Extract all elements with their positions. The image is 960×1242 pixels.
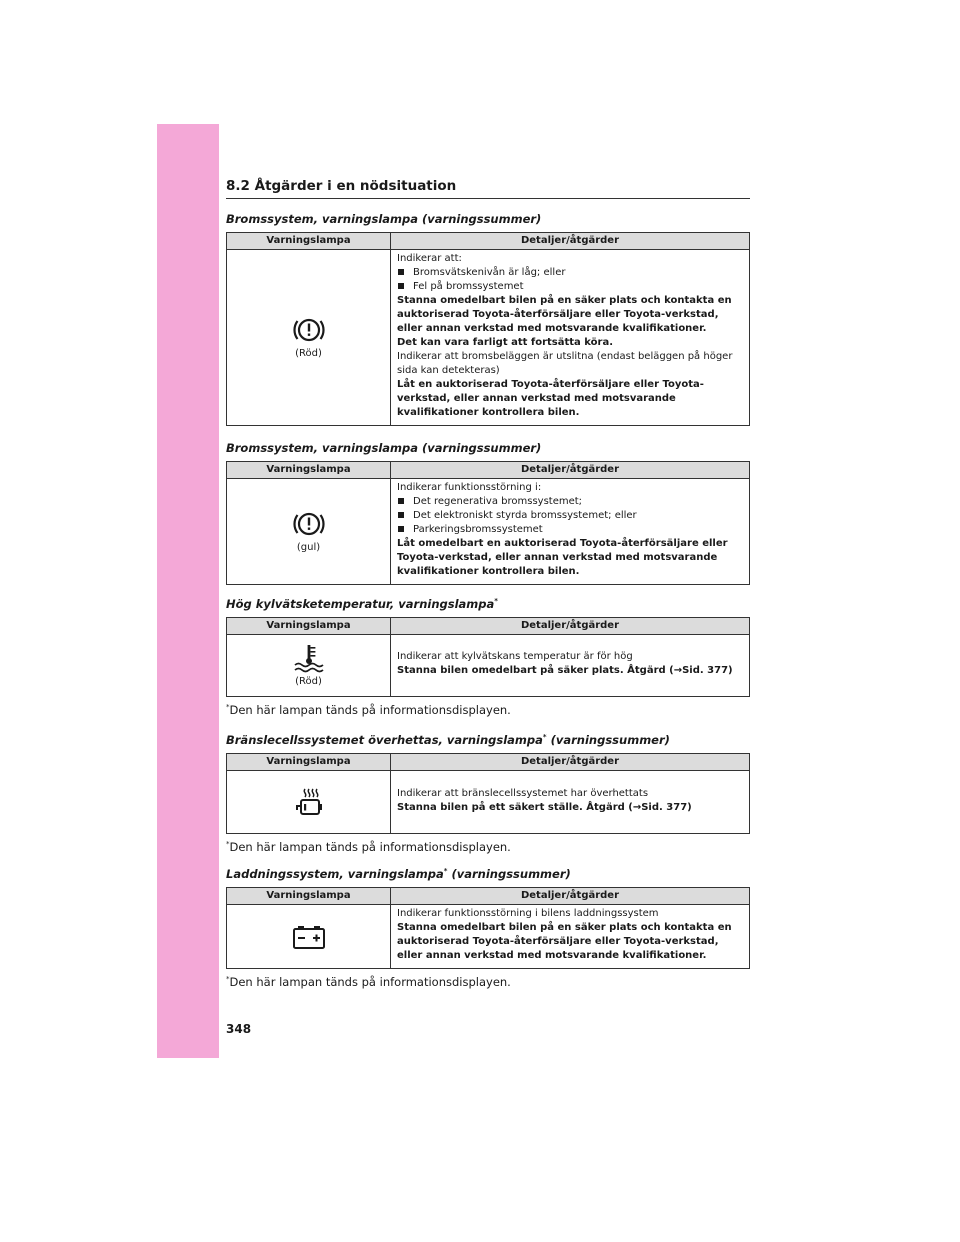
block-title: Bromssystem, varningslampa (varningssummer) (226, 441, 542, 455)
lamp-column-header: Varningslampa (227, 233, 391, 250)
block-title: Laddningssystem, varningslampa* (varningssummer) (226, 867, 571, 881)
coolant-temperature-block (226, 597, 750, 717)
detail-text: Indikerar att kylvätskans temperatur är för hög (397, 651, 633, 662)
detail-bullet: Det regenerativa bromssystemet; (397, 495, 743, 509)
table-row (227, 905, 750, 969)
coolant-temperature-icon (228, 643, 389, 673)
block-title: Hög kylvätsketemperatur, varningslampa* (226, 597, 498, 611)
brake-warning-icon (228, 509, 389, 539)
lamp-cell (227, 635, 391, 697)
details-cell (391, 635, 750, 697)
details-cell (391, 479, 750, 585)
table-header-row (227, 233, 750, 250)
details-column-header: Detaljer/åtgärder (391, 462, 750, 479)
fuel-cell-overheat-block (226, 733, 750, 854)
lamp-column-header: Varningslampa (227, 754, 391, 771)
warning-table (226, 887, 750, 969)
lamp-cell (227, 250, 391, 426)
detail-text: Indikerar att bränslecellssystemet har överhettats (397, 787, 649, 799)
detail-bullet: Fel på bromssystemet (397, 280, 743, 294)
page-number: 348 (226, 1022, 252, 1036)
details-cell (391, 771, 750, 834)
detail-text: Indikerar att bromsbeläggen är utslitna (endast beläggen på höger sida kan detekteras) (397, 351, 733, 376)
table-row (227, 635, 750, 697)
lamp-cell (227, 771, 391, 834)
detail-bullet: Parkeringsbromssystemet (397, 523, 743, 537)
table-header-row (227, 888, 750, 905)
block-title: Bränslecellssystemet överhettas, varningslampa* (varningssummer) (226, 733, 670, 747)
table-header-row (227, 618, 750, 635)
lamp-color-label: (gul) (296, 541, 321, 553)
detail-instruction: Låt omedelbart en auktoriserad Toyota-återförsäljare eller Toyota-verkstad, eller annan verkstad med motsvarande kvalifikationer kontrollera bilen. (397, 538, 728, 577)
details-column-header: Detaljer/åtgärder (391, 888, 750, 905)
brake-warning-red-block (226, 212, 750, 426)
footnote: *Den här lampan tänds på informationsdisplayen. (226, 840, 511, 854)
detail-instruction: Stanna omedelbart bilen på en säker plats och kontakta en auktoriserad Toyota-återförsäljare eller Toyota-verkstad, eller annan verkstad med motsvarande kvalifikationer. (397, 295, 732, 334)
battery-charging-icon (228, 924, 389, 950)
section-header: 8.2 Åtgärder i en nödsituation (226, 178, 750, 199)
lamp-cell (227, 905, 391, 969)
block-title: Bromssystem, varningslampa (varningssummer) (226, 212, 542, 226)
table-row (227, 479, 750, 585)
detail-text: Indikerar funktionsstörning i bilens laddningssystem (397, 908, 659, 919)
detail-instruction: Stanna bilen på ett säkert ställe. Åtgärd (→Sid. 377) (397, 801, 692, 813)
details-cell (391, 250, 750, 426)
detail-text: Indikerar funktionsstörning i: (397, 482, 542, 493)
table-row (227, 250, 750, 426)
footnote: *Den här lampan tänds på informationsdisplayen. (226, 703, 511, 717)
detail-instruction: Stanna bilen omedelbart på säker plats. Åtgärd (→Sid. 377) (397, 665, 733, 676)
details-column-header: Detaljer/åtgärder (391, 233, 750, 250)
lamp-column-header: Varningslampa (227, 618, 391, 635)
lamp-color-label: (Röd) (295, 347, 322, 359)
detail-bullet: Bromsvätskenivån är låg; eller (397, 266, 743, 280)
details-cell (391, 905, 750, 969)
lamp-color-label: (Röd) (295, 675, 322, 687)
detail-instruction: Det kan vara farligt att fortsätta köra. (397, 337, 614, 348)
table-row (227, 771, 750, 834)
chapter-side-tab (157, 124, 219, 1058)
detail-instruction: Stanna omedelbart bilen på en säker plats och kontakta en auktoriserad Toyota-återförsäljare eller Toyota-verkstad, eller annan verkstad med motsvarande kvalifikationer. (397, 922, 732, 961)
table-header-row (227, 462, 750, 479)
charging-system-block (226, 867, 750, 989)
warning-table (226, 232, 750, 426)
brake-warning-yellow-block (226, 441, 750, 585)
lamp-column-header: Varningslampa (227, 888, 391, 905)
details-column-header: Detaljer/åtgärder (391, 754, 750, 771)
fuel-cell-overheat-icon (228, 787, 389, 817)
brake-warning-icon (228, 315, 389, 345)
lamp-cell (227, 479, 391, 585)
lamp-column-header: Varningslampa (227, 462, 391, 479)
warning-table (226, 617, 750, 697)
table-header-row (227, 754, 750, 771)
detail-bullet: Det elektroniskt styrda bromssystemet; eller (397, 509, 743, 523)
warning-table (226, 461, 750, 585)
footnote: *Den här lampan tänds på informationsdisplayen. (226, 975, 511, 989)
details-column-header: Detaljer/åtgärder (391, 618, 750, 635)
detail-instruction: Låt en auktoriserad Toyota-återförsäljare eller Toyota-verkstad, eller annan verkstad med motsvarande kvalifikationer kontrollera bilen. (397, 379, 704, 418)
warning-table (226, 753, 750, 834)
detail-text: Indikerar att: (397, 253, 462, 264)
